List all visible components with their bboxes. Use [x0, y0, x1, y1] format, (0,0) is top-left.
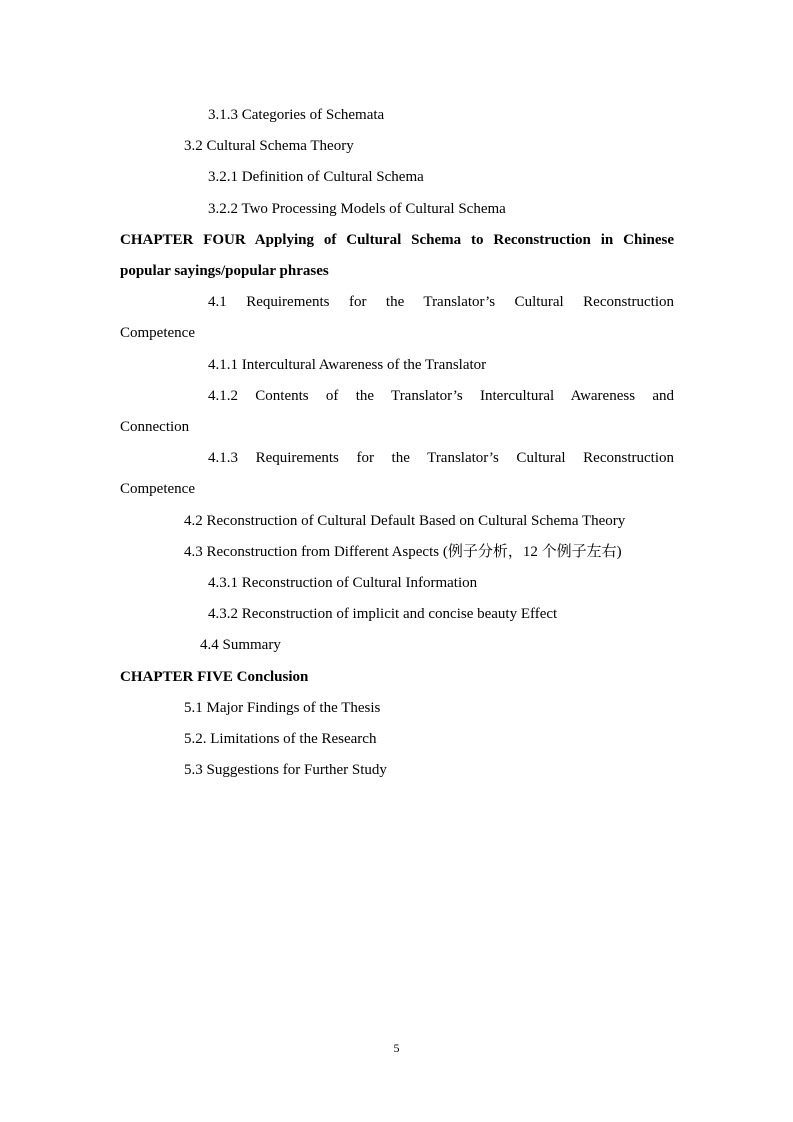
toc-entry-4-1-1: 4.1.1 Intercultural Awareness of the Translator: [208, 356, 487, 373]
toc-chapter-five: CHAPTER FIVE Conclusion: [120, 668, 309, 685]
toc-entry-4-1-line-2: Competence: [120, 325, 195, 342]
toc-entry-4-1-2-line-2: Connection: [120, 419, 190, 436]
toc-entry-4-3: 4.3 Reconstruction from Different Aspects (例子分析，12 个例子左右): [184, 543, 622, 560]
toc-entry-4-1-2-line-1: 4.1.2 Contents of the Translator’s Intercultural Awareness and: [208, 387, 674, 404]
toc-entry-4-1-3-line-2: Competence: [120, 481, 195, 498]
toc-chapter-four-line-2: popular sayings/popular phrases: [120, 263, 329, 280]
toc-entry-3-2: 3.2 Cultural Schema Theory: [184, 138, 354, 155]
toc-entry-4-2: 4.2 Reconstruction of Cultural Default Based on Cultural Schema Theory: [184, 512, 626, 529]
toc-entry-4-3-1: 4.3.1 Reconstruction of Cultural Information: [208, 575, 478, 592]
toc-entry-5-1: 5.1 Major Findings of the Thesis: [184, 699, 381, 716]
toc-entry-3-1-3: 3.1.3 Categories of Schemata: [208, 107, 385, 123]
table-of-contents: [120, 100, 674, 786]
toc-entry-5-2: 5.2. Limitations of the Research: [184, 731, 377, 748]
page-number: 5: [393, 1041, 400, 1055]
toc-entry-5-3: 5.3 Suggestions for Further Study: [184, 762, 387, 779]
toc-entry-3-2-1: 3.2.1 Definition of Cultural Schema: [208, 169, 424, 186]
toc-entry-4-1-line-1: 4.1 Requirements for the Translator’s Cultural Reconstruction: [208, 294, 674, 311]
toc-chapter-four-line-1: CHAPTER FOUR Applying of Cultural Schema to Reconstruction in Chinese: [120, 231, 674, 248]
toc-entry-4-1-3-line-1: 4.1.3 Requirements for the Translator’s Cultural Reconstruction: [208, 450, 674, 467]
toc-entry-3-2-2: 3.2.2 Two Processing Models of Cultural Schema: [208, 200, 506, 217]
toc-entry-4-4: 4.4 Summary: [200, 637, 281, 654]
toc-entry-4-3-2: 4.3.2 Reconstruction of implicit and concise beauty Effect: [208, 606, 558, 623]
